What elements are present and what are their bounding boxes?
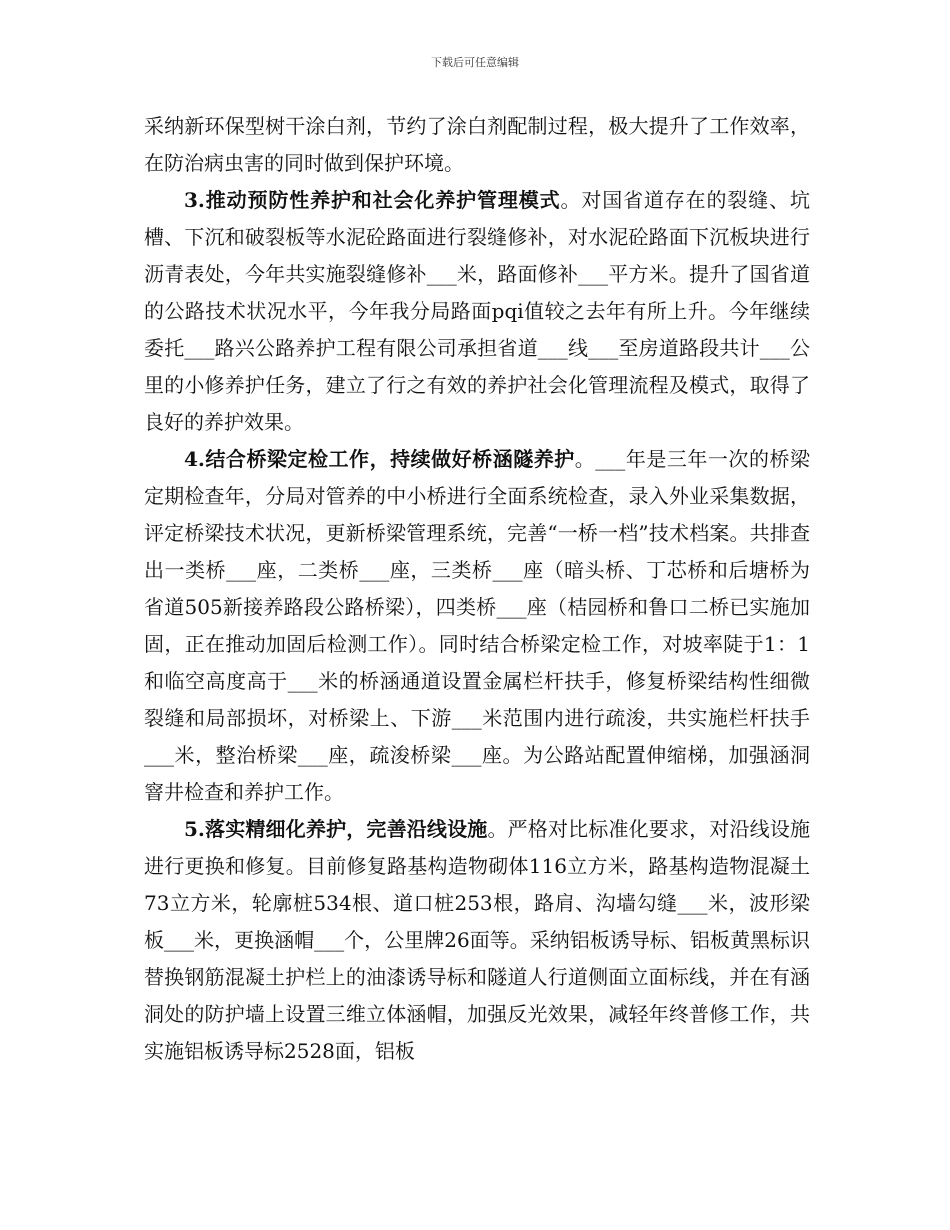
paragraph-3: [144, 182, 810, 441]
paragraph-4: [144, 441, 810, 811]
paragraph-heading: 4.结合桥梁定检工作，持续做好桥涵隧养护: [184, 447, 575, 471]
paragraph-text: 。严格对比标准化要求，对沿线设施进行更换和修复。目前修复路基构造物砌体116立方米，路基构造物混凝土73立方米，轮廓桩534根、道口桩253根，路肩、沟墙勾缝___米，波形梁板___米，更换涵帽___个，公里牌26面等。采纳铝板诱导标、铝板黄黑标识替换钢筋混凝土护栏上的油漆诱导标和隧道人行道侧面立面标线，并在有涵洞处的防护墙上设置三维立体涵帽，加强反光效果，减轻年终普修工作，共实施铝板诱导标2528面，铝板: [144, 817, 810, 1063]
paragraph-5: [144, 811, 810, 1070]
paragraph-heading: 3.推动预防性养护和社会化养护管理模式: [184, 188, 561, 212]
page-header: 下载后可任意编辑: [431, 56, 519, 69]
paragraph-heading: 5.落实精细化养护，完善沿线设施: [184, 817, 488, 841]
paragraph-text: 。___年是三年一次的桥梁定期检查年，分局对管养的中小桥进行全面系统检查，录入外业采集数据，评定桥梁技术状况，更新桥梁管理系统，完善“一桥一档”技术档案。共排查出一类桥___座，二类桥___座，三类桥___座（暗头桥、丁芯桥和后塘桥为省道505新接养路段公路桥梁），四类桥___座（桔园桥和鲁口二桥已实施加固，正在推动加固后检测工作）。同时结合桥梁定检工作，对坡率陡于1：1和临空高度高于___米的桥涵通道设置金属栏杆扶手，修复桥梁结构性细微裂缝和局部损坏，对桥梁上、下游___米范围内进行疏浚，共实施栏杆扶手___米，整治桥梁___座，疏浚桥梁___座。为公路站配置伸缩梯，加强涵洞窨井检查和养护工作。: [144, 447, 810, 804]
document-body: [144, 108, 810, 1070]
paragraph-continuation: [144, 108, 810, 182]
paragraph-text: 采纳新环保型树干涂白剂，节约了涂白剂配制过程，极大提升了工作效率，在防治病虫害的同时做到保护环境。: [144, 114, 810, 175]
paragraph-text: 。对国省道存在的裂缝、坑槽、下沉和破裂板等水泥砼路面进行裂缝修补，对水泥砼路面下沉板块进行沥青表处，今年共实施裂缝修补___米，路面修补___平方米。提升了国省道的公路技术状况水平，今年我分局路面pqi值较之去年有所上升。今年继续委托___路兴公路养护工程有限公司承担省道___线___至房道路段共计___公里的小修养护任务，建立了行之有效的养护社会化管理流程及模式，取得了良好的养护效果。: [144, 188, 810, 434]
